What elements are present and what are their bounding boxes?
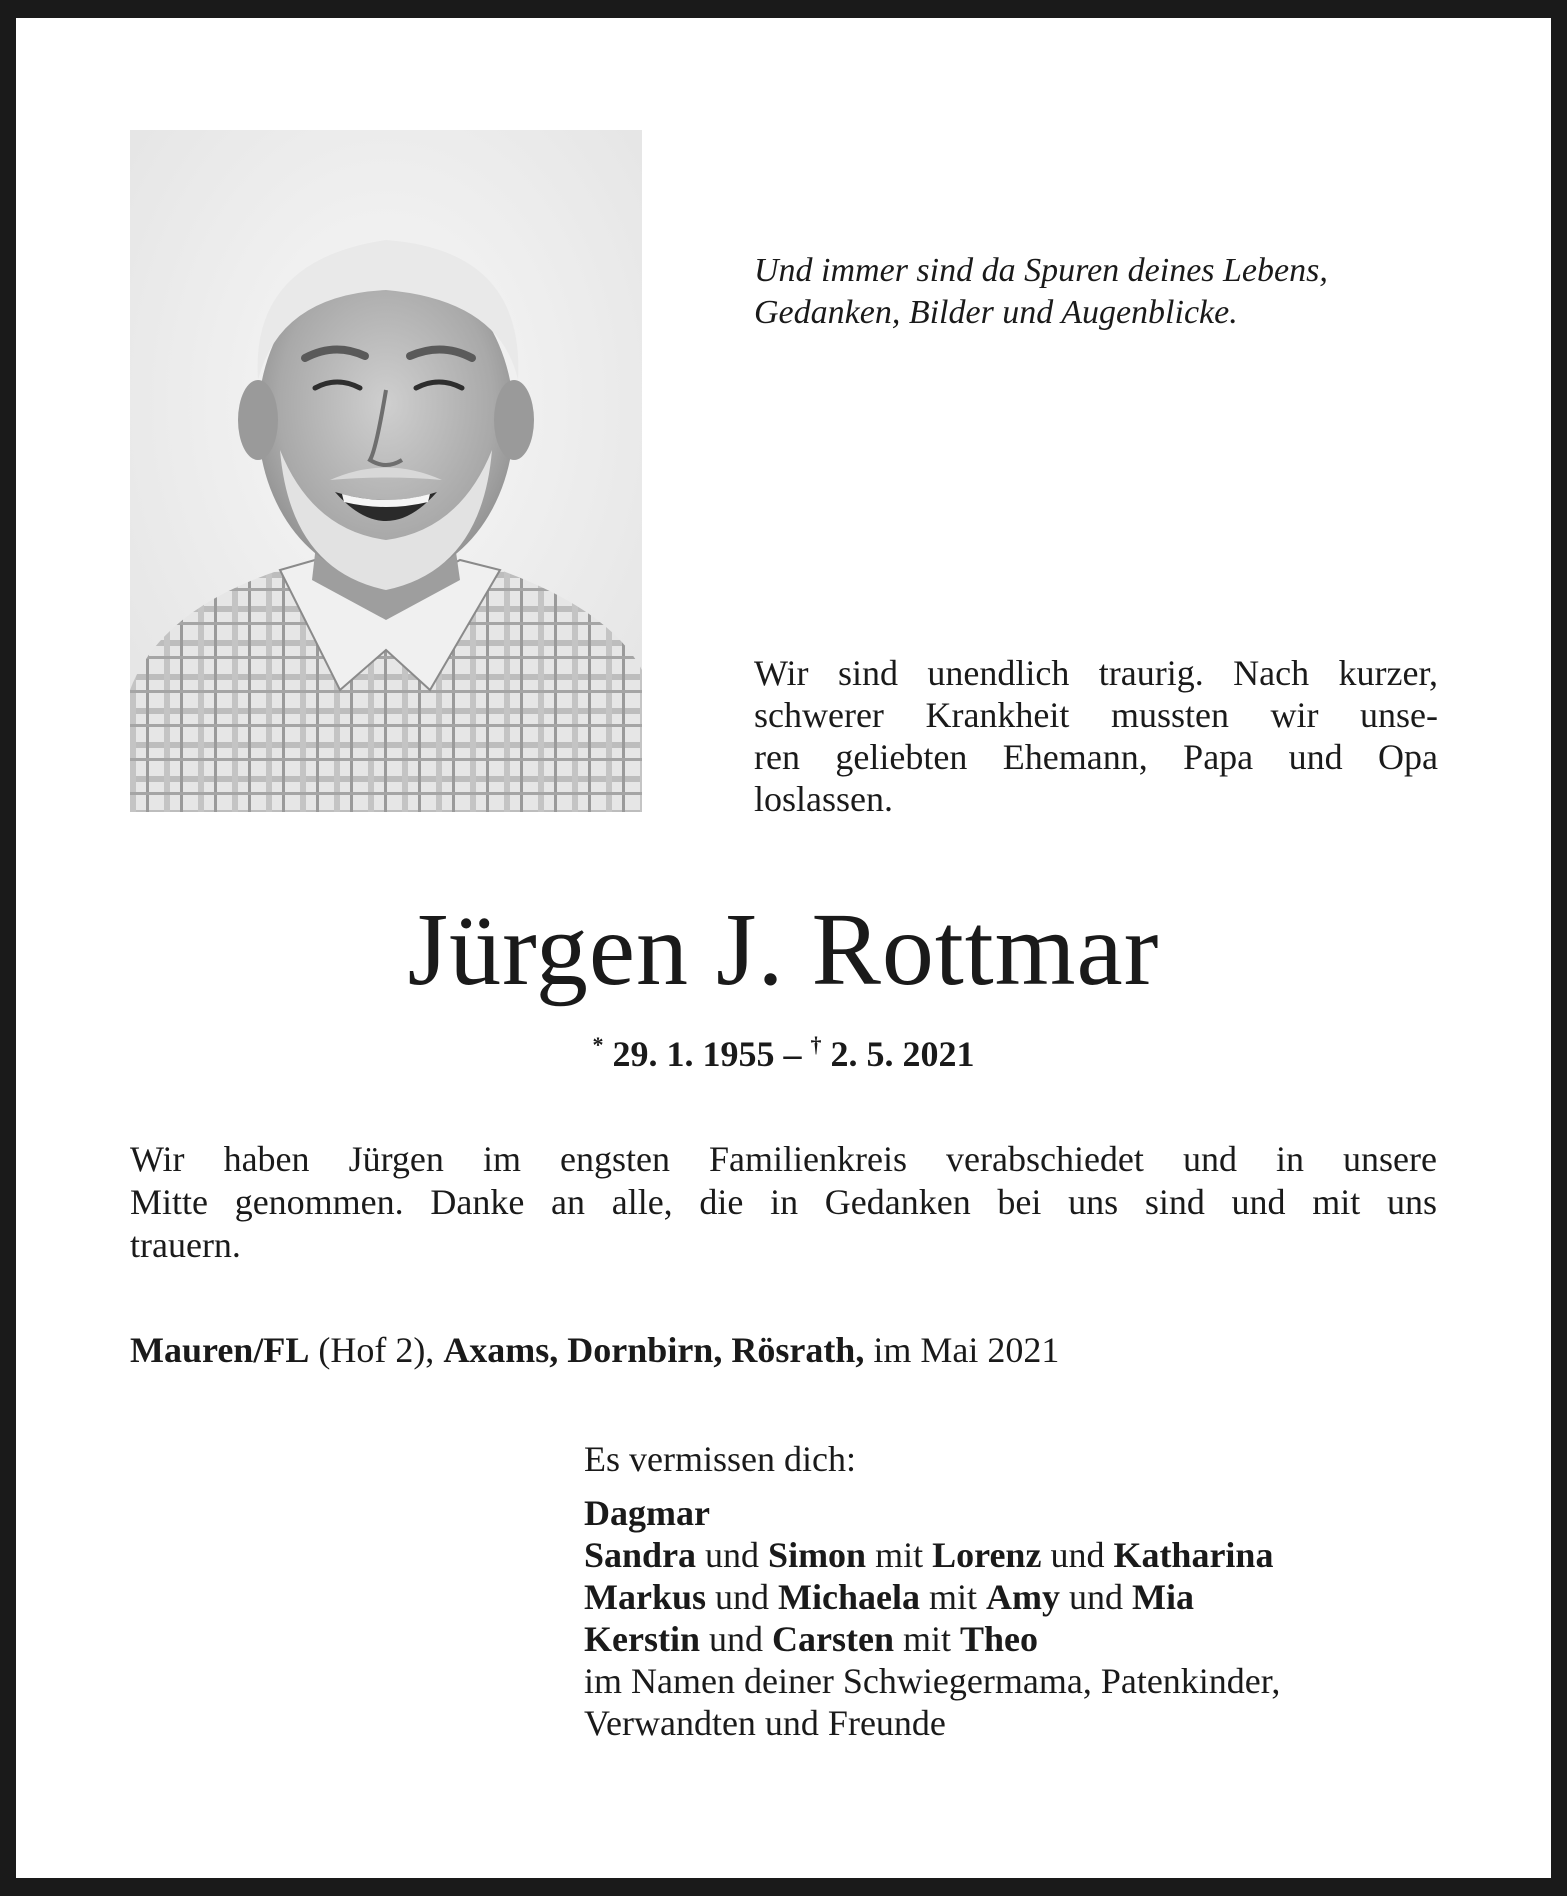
mourner-connector: und: [696, 1535, 769, 1575]
death-symbol: †: [810, 1032, 822, 1057]
farewell-paragraph: [130, 1138, 1437, 1267]
mourner-name: Markus: [584, 1577, 707, 1617]
intro-line: Wir sind unendlich traurig. Nach kurzer,: [754, 653, 1438, 693]
place-others: Axams, Dornbirn, Rösrath,: [443, 1330, 865, 1370]
mourner-name: Sandra: [584, 1535, 697, 1575]
farewell-line: Wir haben Jürgen im engsten Familienkreis verabschiedet und in unsere: [130, 1139, 1437, 1179]
mourner-connector: mit: [893, 1619, 960, 1659]
farewell-line: trauern.: [130, 1225, 241, 1265]
mourner-name: Lorenz: [932, 1535, 1042, 1575]
mourner-name: Kerstin: [584, 1619, 700, 1659]
mourner-name: Michaela: [778, 1577, 920, 1617]
mourner-connector: mit: [866, 1535, 933, 1575]
portrait-illustration: [130, 130, 642, 812]
farewell-line: Mitte genommen. Danke an alle, die in Gedanken bei uns sind und mit uns: [130, 1182, 1437, 1222]
mourner-row: [584, 1576, 1464, 1618]
mourner-name: Simon: [768, 1535, 867, 1575]
place-primary: Mauren/FL: [130, 1330, 310, 1370]
intro-line: ren geliebten Ehemann, Papa und Opa: [754, 737, 1438, 777]
closing-line: im Namen deiner Schwiegermama, Patenkinder,: [584, 1661, 1281, 1701]
mourner-row: [584, 1618, 1464, 1660]
mourner-connector: und: [699, 1619, 772, 1659]
closing-line: Verwandten und Freunde: [584, 1703, 946, 1743]
birth-symbol: *: [592, 1032, 604, 1057]
mourner-row: [584, 1492, 1464, 1534]
deceased-name: Jürgen J. Rottmar: [407, 892, 1160, 1007]
quote-line: Gedanken, Bilder und Augenblicke.: [754, 294, 1238, 331]
life-dates: [0, 1022, 1567, 1077]
place-month: im Mai 2021: [864, 1330, 1060, 1370]
mourner-connector: und: [1060, 1577, 1132, 1617]
quote-block: [754, 250, 1474, 334]
mourner-name: Amy: [986, 1577, 1060, 1617]
mourner-row: [584, 1534, 1464, 1576]
mourner-name: Theo: [959, 1619, 1038, 1659]
date-separator: –: [783, 1034, 802, 1074]
birth-date: 29. 1. 1955: [612, 1034, 775, 1074]
intro-line: schwerer Krankheit mussten wir unse-: [754, 695, 1438, 735]
mourner-name: Dagmar: [584, 1493, 710, 1533]
intro-paragraph: [754, 652, 1438, 820]
death-date: 2. 5. 2021: [830, 1034, 975, 1074]
portrait-photo: [130, 130, 642, 812]
intro-line: loslassen.: [754, 779, 893, 819]
mourners-heading: Es vermissen dich:: [584, 1439, 856, 1479]
mourner-name: Katharina: [1113, 1535, 1274, 1575]
place-address: (Hof 2),: [309, 1330, 444, 1370]
mourners-block: [584, 1438, 1464, 1744]
quote-line: Und immer sind da Spuren deines Lebens,: [754, 252, 1328, 289]
mourner-connector: und: [1041, 1535, 1114, 1575]
mourner-connector: und: [706, 1577, 779, 1617]
mourner-name: Carsten: [771, 1619, 894, 1659]
mourner-name: Mia: [1132, 1577, 1194, 1617]
place-and-date: [130, 1328, 1437, 1372]
mourner-connector: mit: [919, 1577, 986, 1617]
